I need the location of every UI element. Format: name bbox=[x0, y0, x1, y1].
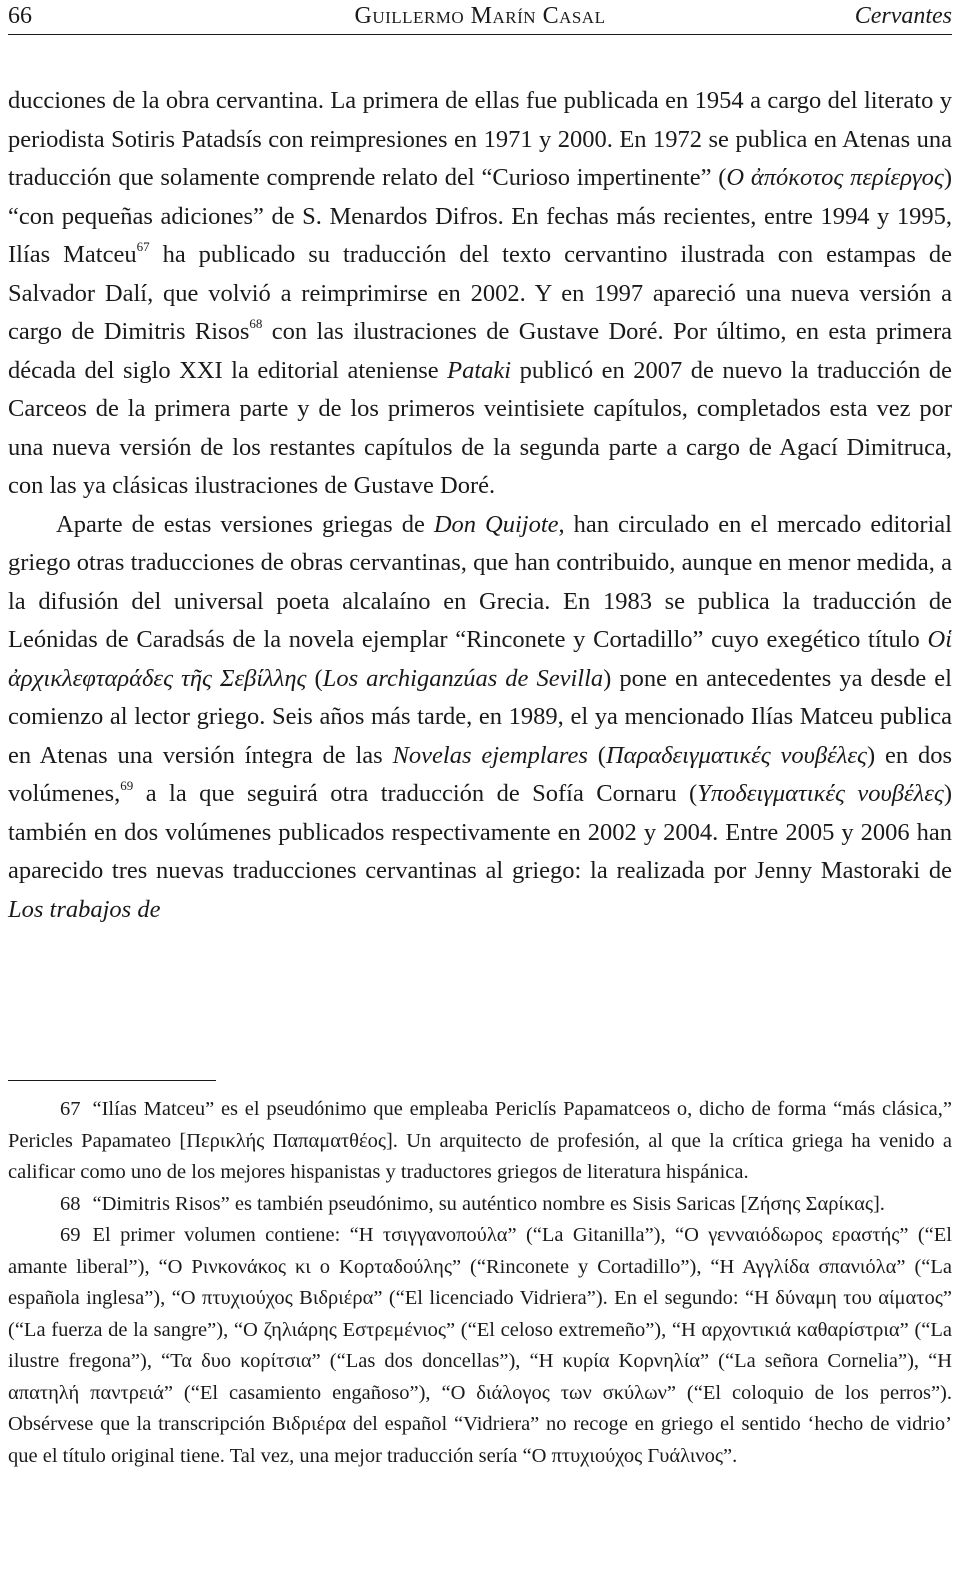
running-header bbox=[8, 0, 952, 35]
footnote-ref-69: 69 bbox=[120, 778, 134, 793]
footnote-number: 67 bbox=[60, 1098, 81, 1120]
greek-title: Παραδειγματικές νουβέλες bbox=[605, 741, 867, 769]
paragraph-1: ducciones de la obra cervantina. La primera de ellas fue publicada en 1954 a cargo del literato y periodista Sotiris Patadsís con reimpresiones en 1971 y 2000. En 1972 se publica en Atenas una traducción que solamente comprende relato del “Curioso impertinente” (Ο ἀπόκοτος περίεργος) “con pequeñas adiciones” de S. Menardos Difros. En fechas más recientes, entre 1994 y 1995, Ilías Matceu$^{67}$ ha publicado su traducción del texto cervantino ilustrada con estampas de Salvador Dalí, que volvió a reimprimirse en 2002. Y en 1997 apareció una nueva versión a cargo de Dimitris Risos$^{68}$ con las ilustraciones de Gustave Doré. Por último, en esta primera década del siglo XXI la editorial ateniense Pataki publicó en 2007 de nuevo la traducción de Carceos de la primera parte y de los primeros veintisiete capítulos, completados esta vez por una nueva versión de los restantes capítulos de la segunda parte a cargo de Agací Dimitruca, con las ya clásicas ilustraciones de Gustave Doré. bbox=[8, 87, 953, 499]
book-title: Don Quijote bbox=[433, 510, 559, 538]
footnote-ref-67: 67 bbox=[136, 239, 150, 254]
running-section: Cervantes bbox=[854, 3, 952, 29]
footnote-number: 69 bbox=[60, 1224, 81, 1246]
body-text bbox=[8, 82, 952, 929]
greek-title: Ο ἀπόκοτος περίεργος bbox=[726, 164, 944, 191]
footnote-rule bbox=[8, 1080, 216, 1081]
footnote-68 bbox=[8, 1189, 952, 1221]
book-title: Novelas ejemplares bbox=[392, 741, 588, 769]
footnote-text: El primer volumen contiene: “Η τσιγγανοπούλα” (“La Gitanilla”), “Ο γενναιόδωρος εραστής” (“El amante liberal”), “Ο Ρινκονάκος κι ο Κορταδούλης” (“Rinconete y Cortadillo”), “Η Αγγλίδα σπανιόλα” (“La española inglesa”), “Ο πτυχιούχος Βιδριέρα” (“El licenciado Vidriera”). En el segundo: “Η δύναμη του αίματος” (“La fuerza de la sangre”), “Ο ζηλιάρης Εστρεμένιος” (“El celoso extremeño”), “Η αρχοντικιά καθαρίστρια” (“La ilustre fregona”), “Τα δυο κορίτσια” (“Las dos doncellas”), “Η κυρία Κορνηλία” (“La señora Cornelia”), “Η απατηλή παντρειά” (“El casamiento engañoso”), “Ο διάλογος των σκύλων” (“El coloquio de los perros”). Obsérvese que la transcripción Βιδριέρα del español “Vidriera” no recoge en griego el sentido ‘hecho de vidrio’ que el título original tiene. Tal vez, una mejor traducción sería “Ο πτυχιούχος Γυάλινος”. bbox=[8, 1224, 952, 1467]
book-title: Los trabajos de bbox=[8, 895, 161, 923]
footnote-text: “Ilías Matceu” es el pseudónimo que empleaba Periclís Papamatceos o, dicho de forma “más clásica,” Pericles Papamateo [Περικλής Παπαματθέος]. Un arquitecto de profesión, al que la crítica griega ha venido a calificar como uno de los mejores hispanistas y traductores griegos de literatura hispánica. bbox=[8, 1098, 952, 1183]
footnote-69 bbox=[8, 1220, 952, 1472]
spanish-title: Los archiganzúas de Sevilla bbox=[322, 664, 604, 692]
publisher-name: Pataki bbox=[447, 356, 512, 384]
footnote-text: “Dimitris Risos” es también pseudónimo, su auténtico nombre es Sisis Saricas [Ζήσης Σαρίκας]. bbox=[92, 1192, 885, 1215]
footnote-ref-68: 68 bbox=[249, 316, 263, 331]
footnote-67 bbox=[8, 1094, 952, 1189]
page-number: 66 bbox=[8, 3, 32, 29]
footnotes bbox=[8, 1094, 952, 1472]
greek-title: Οἱ ἀρχικλεφταράδες τῆς Σεβίλλης bbox=[8, 626, 952, 692]
running-title: Guillermo Marín Casal bbox=[354, 3, 606, 29]
footnote-number: 68 bbox=[60, 1192, 81, 1215]
greek-title: Υποδειγματικές νουβέλες bbox=[697, 780, 944, 807]
paragraph-2: Aparte de estas versiones griegas de Don Quijote, han circulado en el mercado editorial griego otras traducciones de obras cervantinas, que han contribuido, aunque en menor medida, a la difusión del universal poeta alcalaíno en Grecia. En 1983 se publica la traducción de Leónidas de Caradsás de la novela ejemplar “Rinconete y Cortadillo” cuyo exegético título Οἱ ἀρχικλεφταράδες τῆς Σεβίλλης (Los archiganzúas de Sevilla) pone en antecedentes ya desde el comienzo al lector griego. Seis años más tarde, en 1989, el ya mencionado Ilías Matceu publica en Atenas una versión íntegra de las Novelas ejemplares (Παραδειγματικές νουβέλες) en dos volúmenes,$^{69}$ a la que seguirá otra traducción de Sofía Cornaru (Υποδειγματικές νουβέλες) también en dos volúmenes publicados respectivamente en 2002 y 2004. Entre 2005 y 2006 han aparecido tres nuevas traducciones cervantinas al griego: la realizada por Jenny Mastoraki de Los trabajos de bbox=[8, 510, 952, 923]
